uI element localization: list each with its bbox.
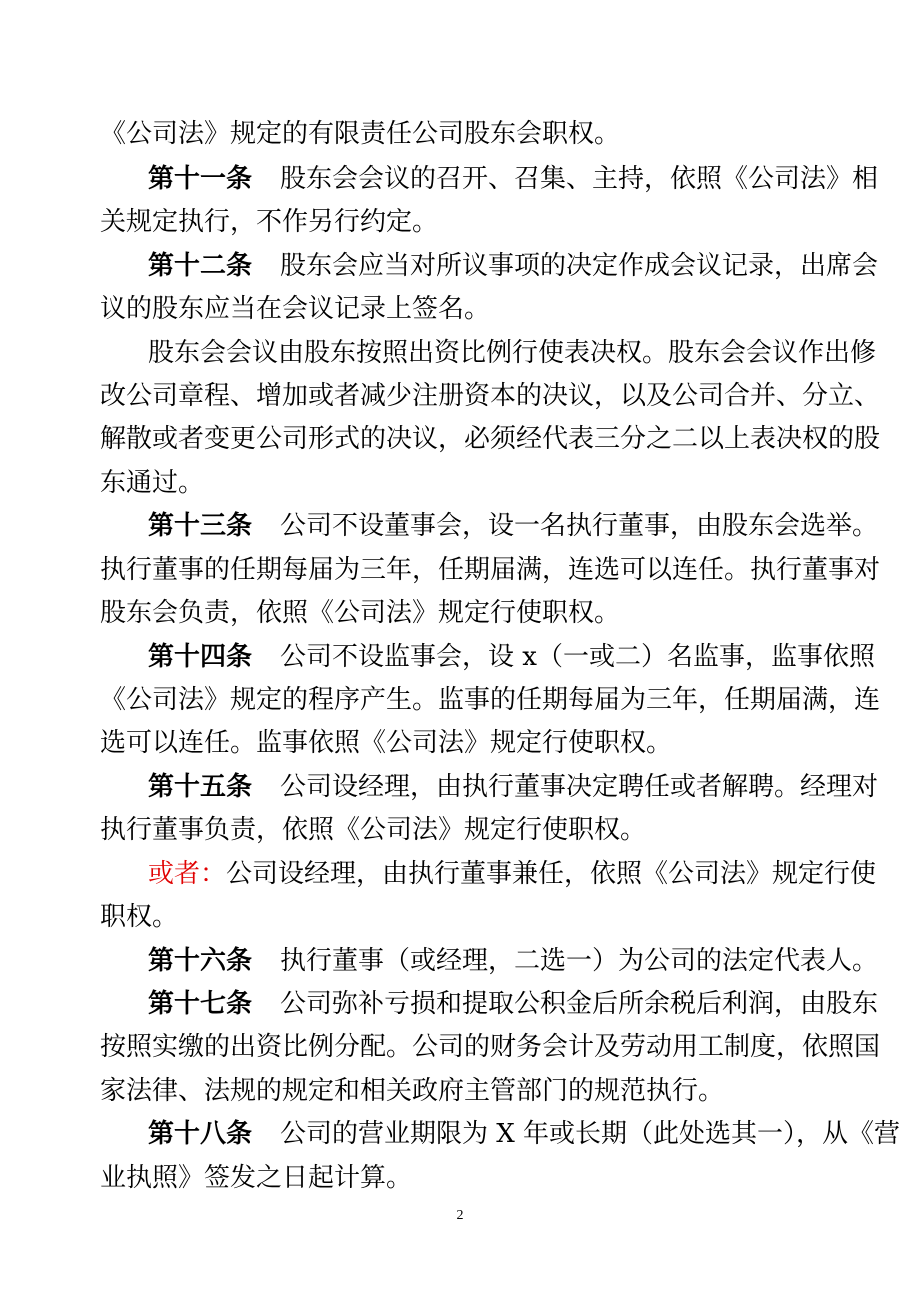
text-span: 股东会会议的召开、召集、主持，依照《公司法》相 bbox=[280, 164, 879, 194]
article-11-heading: 第十一条 bbox=[148, 164, 253, 194]
article-16-line bbox=[148, 945, 879, 977]
article-14-line bbox=[148, 641, 875, 673]
article-12-heading: 第十二条 bbox=[148, 251, 253, 281]
text-line bbox=[100, 1075, 840, 1107]
text-span: 公司设经理，由执行董事兼任，依照《公司法》规定行使 bbox=[226, 859, 877, 889]
text-span: 解散或者变更公司形式的决议，必须经代表三分之二以上表决权的股 bbox=[100, 424, 881, 454]
text-span: 公司弥补亏损和提取公积金后所余税后利润，由股东 bbox=[280, 989, 879, 1019]
article-18-heading: 第十八条 bbox=[148, 1119, 253, 1149]
article-15-line bbox=[148, 771, 879, 803]
text-span: 按照实缴的出资比例分配。公司的财务会计及劳动用工制度，依照国 bbox=[100, 1032, 881, 1062]
article-13-line bbox=[148, 510, 879, 542]
article-18-line bbox=[148, 1118, 901, 1150]
text-line bbox=[100, 684, 881, 716]
text-span: 股东会应当对所议事项的决定作成会议记录，出席会 bbox=[280, 251, 879, 281]
article-16-heading: 第十六条 bbox=[148, 946, 253, 976]
article-11-line bbox=[148, 163, 879, 195]
text-span: 执行董事负责，依照《公司法》规定行使职权。 bbox=[100, 815, 647, 845]
text-span: 关规定执行，不作另行约定。 bbox=[100, 207, 439, 237]
article-17-line bbox=[148, 988, 879, 1020]
text-line bbox=[100, 118, 840, 150]
text-line bbox=[100, 467, 840, 499]
alternative-line bbox=[148, 858, 877, 890]
text-span: 《公司法》规定的有限责任公司股东会职权。 bbox=[100, 119, 621, 149]
text-span: 《公司法》规定的程序产生。监事的任期每届为三年，任期届满，连 bbox=[100, 685, 881, 715]
text-line bbox=[100, 727, 840, 759]
text-line bbox=[100, 901, 840, 933]
article-13-heading: 第十三条 bbox=[148, 511, 253, 541]
page-number: 2 bbox=[456, 1208, 464, 1223]
article-17-heading: 第十七条 bbox=[148, 989, 253, 1019]
text-line bbox=[100, 206, 840, 238]
text-span: 公司不设董事会，设一名执行董事，由股东会选举。 bbox=[280, 511, 879, 541]
text-span: 执行董事的任期每届为三年，任期届满，连选可以连任。执行董事对 bbox=[100, 555, 881, 585]
text-span: 公司不设监事会，设 x（一或二）名监事，监事依照 bbox=[280, 642, 875, 672]
text-span: 公司设经理，由执行董事决定聘任或者解聘。经理对 bbox=[280, 772, 879, 802]
paragraph-line bbox=[148, 337, 877, 369]
text-line bbox=[100, 293, 840, 325]
text-line bbox=[100, 423, 881, 455]
text-span: 职权。 bbox=[100, 902, 179, 932]
text-line bbox=[100, 814, 840, 846]
text-span: 选可以连任。监事依照《公司法》规定行使职权。 bbox=[100, 728, 673, 758]
text-span: 公司的营业期限为 X 年或长期（此处选其一），从《营 bbox=[280, 1119, 901, 1149]
article-14-heading: 第十四条 bbox=[148, 642, 253, 672]
text-line bbox=[100, 554, 881, 586]
article-12-line bbox=[148, 250, 879, 282]
text-line bbox=[100, 597, 840, 629]
text-line bbox=[100, 380, 881, 412]
text-span: 东通过。 bbox=[100, 468, 205, 498]
text-span: 改公司章程、增加或者减少注册资本的决议，以及公司合并、分立、 bbox=[100, 381, 881, 411]
text-span: 业执照》签发之日起计算。 bbox=[100, 1163, 413, 1193]
article-15-heading: 第十五条 bbox=[148, 772, 253, 802]
text-span: 执行董事（或经理，二选一）为公司的法定代表人。 bbox=[280, 946, 879, 976]
text-line bbox=[100, 1031, 881, 1063]
text-span: 股东会会议由股东按照出资比例行使表决权。股东会会议作出修 bbox=[148, 338, 877, 368]
text-span: 议的股东应当在会议记录上签名。 bbox=[100, 294, 491, 324]
alternative-label: 或者： bbox=[148, 859, 227, 889]
text-line bbox=[100, 1162, 840, 1194]
text-span: 股东会负责，依照《公司法》规定行使职权。 bbox=[100, 598, 621, 628]
text-span: 家法律、法规的规定和相关政府主管部门的规范执行。 bbox=[100, 1076, 725, 1106]
